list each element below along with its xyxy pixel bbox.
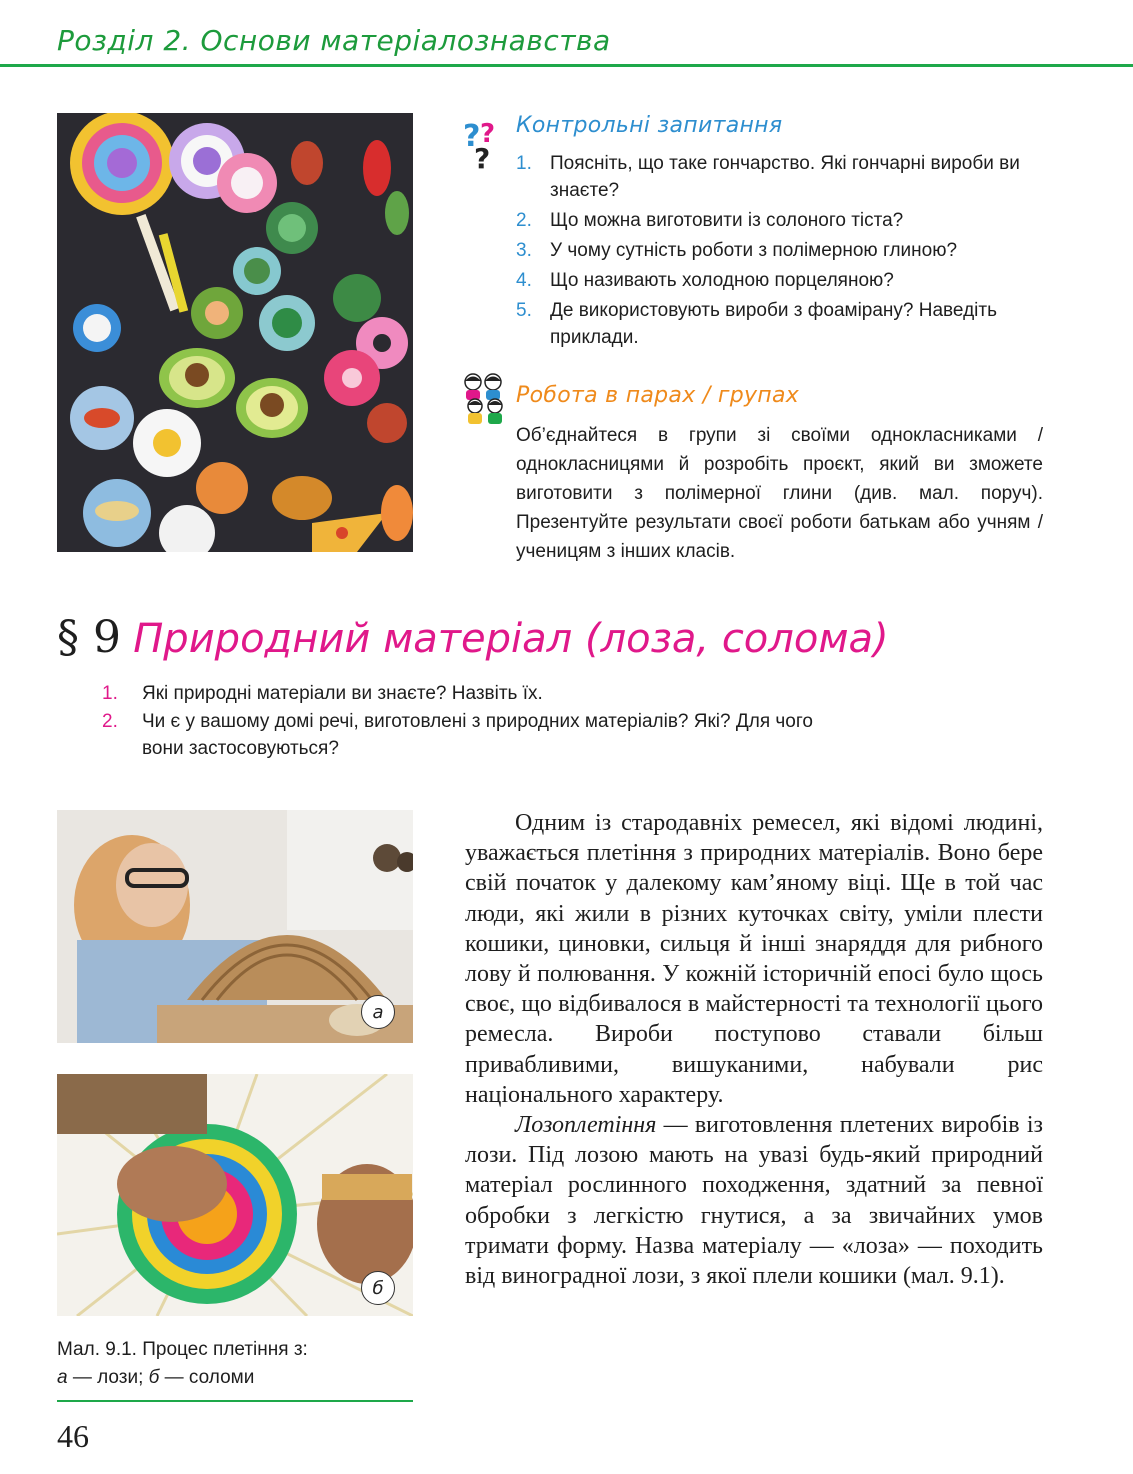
control-questions-heading: Контрольні запитання (516, 113, 783, 138)
item-number: 1. (102, 683, 118, 704)
list-item (516, 207, 1046, 234)
figure-badge-a: а (361, 995, 395, 1029)
caption-line-2 (57, 1364, 417, 1392)
header-divider (0, 64, 1133, 67)
item-text: Де використовують вироби з фоамірану? Наведіть приклади. (550, 300, 997, 348)
body-paragraph-2 (465, 1110, 1043, 1291)
intro-questions-list (102, 680, 862, 763)
paragraph-title (57, 612, 889, 663)
list-item (102, 708, 862, 762)
group-kids-icon (462, 372, 508, 426)
list-item (516, 267, 1046, 294)
caption-text-a: — лози; (67, 1367, 149, 1388)
item-text: Які природні матеріали ви знаєте? Назвіть їх. (142, 683, 543, 704)
pair-work-heading: Робота в парах / групах (516, 383, 800, 408)
straw-weaving-photo (57, 1074, 413, 1316)
term-definition: — виготовлення плетених виробів із лози. Під лозою мають на увазі будь-який природний матеріал рослинного походження, здатний за певної обробки з легкістю гнутися, а за звичайних умов тримати форму. Назва матеріалу — «лоза» — походить від виноградної лози, з якої плели кошики (мал. 9.1). (465, 1112, 1043, 1290)
item-text: Що називають холодною порцеляною? (550, 270, 894, 291)
body-paragraph-1: Одним із стародавніх ремесел, які відомі людині, уважається плетіння з природних матеріалів. Воно бере свій початок у далекому кам’яному віці. Ще в той час люди, які жили в різних куточках світу, уміли плести кошики, циновки, сильця й інші знаряддя для рибного лову й полювання. У кожній історичній епосі було щось своє, що відбивалося в майстерності та технології цього ремесла. Вироби поступово ставали більш привабливими, вишуканими, набували рис національного характеру. (465, 810, 1043, 1108)
term-lozopletinnia: Лозоплетіння (515, 1112, 657, 1139)
list-item (516, 150, 1046, 204)
item-text: Що можна виготовити із солоного тіста? (550, 210, 904, 231)
item-number: 1. (516, 153, 532, 174)
item-number: 2. (102, 711, 118, 732)
item-number: 3. (516, 240, 532, 261)
figure-badge-b: б (361, 1271, 395, 1305)
caption-letter-a: а (57, 1367, 68, 1388)
svg-text:?: ? (463, 119, 481, 154)
pair-work-text: Об’єднайтеся в групи зі своїми однокласниками / однокласницями й розробіть проєкт, який ви зможете виготовити з полімерної глини (див. мал. поруч). Презентуйте результати своєї роботи батькам або учням / ученицям з інших класів. (516, 425, 1043, 562)
list-item (102, 680, 862, 707)
body-text (465, 808, 1043, 1291)
item-text: У чому сутність роботи з полімерною глиною? (550, 240, 958, 261)
chapter-title: Розділ 2. Основи матеріалознавства (57, 24, 611, 57)
caption-line-1: Мал. 9.1. Процес плетіння з: (57, 1339, 308, 1360)
list-item (516, 237, 1046, 264)
paragraph-name: Природний матеріал (лоза, солома) (133, 616, 889, 662)
caption-letter-b: б (148, 1367, 160, 1388)
paragraph-sign: § 9 (57, 612, 121, 663)
footer-divider (57, 1400, 413, 1402)
caption-text-b: — соломи (159, 1367, 255, 1388)
list-item (516, 297, 1046, 351)
figure-caption (57, 1336, 417, 1392)
item-text: Поясніть, що таке гончарство. Які гончарні вироби ви знаєте? (550, 153, 1020, 201)
item-number: 2. (516, 210, 532, 231)
polymer-clay-photo (57, 113, 413, 552)
item-text: Чи є у вашому домі речі, виготовлені з природних матеріалів? Які? Для чого вони застосовуються? (142, 711, 813, 759)
item-number: 4. (516, 270, 532, 291)
control-questions-list (516, 150, 1046, 354)
item-number: 5. (516, 300, 532, 321)
page-number: 46 (57, 1418, 89, 1454)
question-marks-icon (463, 116, 503, 172)
willow-weaving-photo (57, 810, 413, 1043)
svg-text:?: ? (480, 119, 496, 149)
svg-text:?: ? (474, 142, 491, 172)
